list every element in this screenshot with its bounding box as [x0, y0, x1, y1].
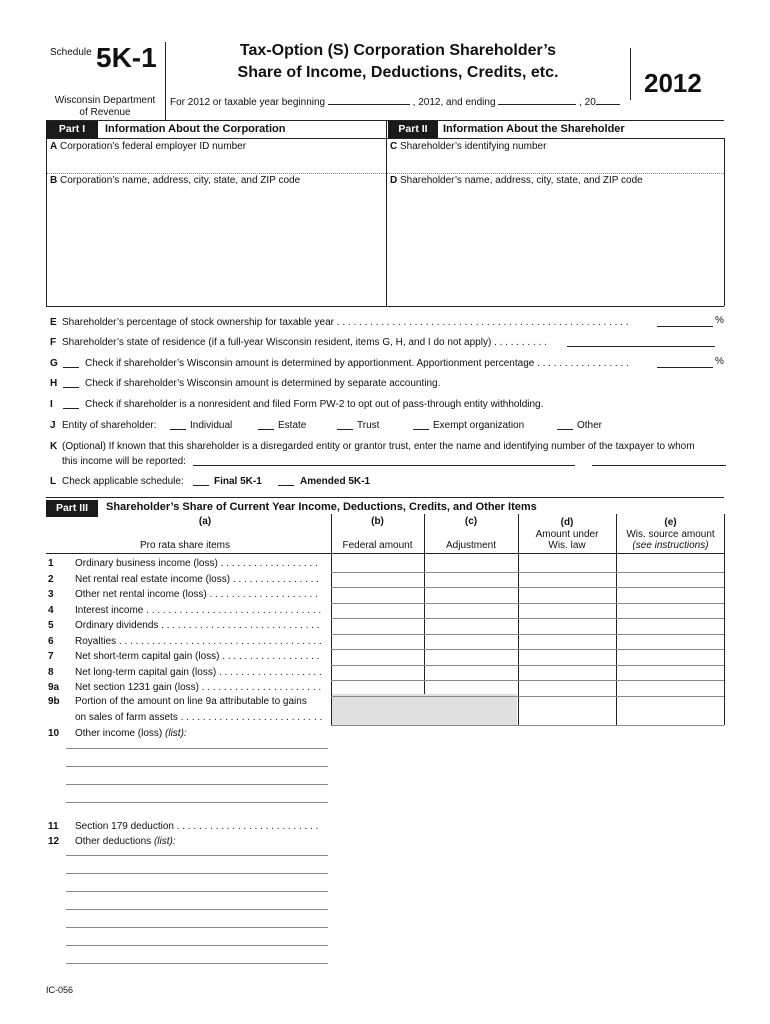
shareholder-address-input[interactable] — [388, 188, 722, 304]
form-code: IC-056 — [46, 985, 74, 995]
col-d-label2: Wis. law — [548, 540, 586, 551]
row-input-b[interactable] — [332, 573, 424, 587]
row-input-d[interactable] — [519, 681, 616, 695]
row-9b-input-d[interactable] — [519, 695, 615, 724]
row-input-c[interactable] — [425, 604, 518, 618]
row-input-e[interactable] — [617, 681, 724, 695]
apportionment-checkbox[interactable] — [63, 359, 79, 368]
row-number: 3 — [48, 589, 54, 600]
form-title-line1: Tax-Option (S) Corporation Shareholder’s — [239, 42, 557, 59]
row-input-c[interactable] — [425, 635, 518, 649]
ac-divider — [47, 173, 724, 174]
parts-top-border — [46, 120, 724, 121]
entity-individual-checkbox[interactable] — [170, 421, 186, 430]
row-10-line-2 — [66, 784, 328, 785]
entity-trust-label: Trust — [357, 420, 380, 431]
row-input-c[interactable] — [425, 619, 518, 633]
row-input-c[interactable] — [425, 650, 518, 664]
row-label: Ordinary business income (loss) . . . . . . . . . . . . . . . . . . — [75, 558, 318, 569]
field-c-text: Shareholder’s identifying number — [400, 141, 547, 152]
entity-other-label: Other — [577, 420, 603, 431]
part3-title: Shareholder’s Share of Current Year Income, Deductions, Credits, and Other Items — [106, 501, 537, 513]
row-input-c[interactable] — [425, 573, 518, 587]
field-a-label — [50, 141, 246, 152]
line-k-text2: this income will be reported: — [62, 456, 186, 467]
part1-badge: Part I — [46, 121, 98, 138]
corp-ein-input[interactable] — [48, 154, 384, 172]
row-input-c[interactable] — [425, 557, 518, 571]
header-divider-left — [165, 42, 166, 120]
field-d-letter: D — [390, 175, 398, 186]
amended-5k1-label: Amended 5K-1 — [300, 476, 371, 487]
field-c-label — [390, 141, 546, 152]
line-e-pct: % — [715, 315, 724, 326]
row-12-line-6 — [66, 963, 328, 964]
entity-other-checkbox[interactable] — [557, 421, 573, 430]
corp-address-input[interactable] — [48, 188, 384, 304]
row-9b-input-e[interactable] — [617, 695, 723, 724]
row-label: Net short-term capital gain (loss) . . . . . . . . . . . . . . . . . . — [75, 651, 320, 662]
tax-year: 2012 — [644, 68, 702, 98]
row-number: 5 — [48, 620, 54, 631]
disregarded-id-input[interactable] — [592, 457, 726, 466]
row-input-b[interactable] — [332, 666, 424, 680]
row-input-b[interactable] — [332, 604, 424, 618]
col-b-label: Federal amount — [342, 540, 413, 551]
box-left-border — [46, 138, 47, 306]
line-g-letter: G — [50, 358, 58, 369]
pw2-optout-checkbox[interactable] — [63, 400, 79, 409]
col-a-letter: (a) — [198, 516, 212, 527]
row-input-b[interactable] — [332, 619, 424, 633]
row-input-b[interactable] — [332, 635, 424, 649]
end-year-field[interactable] — [596, 96, 620, 105]
part1-title: Information About the Corporation — [105, 123, 286, 135]
row-12-line-5 — [66, 945, 328, 946]
parts-bottom-border — [46, 306, 724, 307]
ownership-pct-input[interactable] — [657, 318, 713, 327]
row-input-e[interactable] — [617, 650, 724, 664]
col-a-label: Pro rata share items — [139, 540, 231, 551]
dept-name — [46, 95, 164, 119]
line-k-letter: K — [50, 441, 58, 452]
schedule-label: Schedule — [50, 47, 92, 58]
row-input-c[interactable] — [425, 588, 518, 602]
row-9b-shaded — [332, 694, 517, 725]
shareholder-id-input[interactable] — [388, 154, 722, 172]
part2-badge: Part II — [388, 121, 438, 138]
row-input-b[interactable] — [332, 650, 424, 664]
separate-accounting-checkbox[interactable] — [63, 379, 79, 388]
field-a-text: Corporation’s federal employer ID number — [60, 141, 247, 152]
row-number: 4 — [48, 605, 54, 616]
row-input-d[interactable] — [519, 588, 616, 602]
row-label: Ordinary dividends . . . . . . . . . . . . . . . . . . . . . . . . . . . . . — [75, 620, 320, 631]
line-e-text: Shareholder’s percentage of stock ownership for taxable year . . . . . . . . . . . . . . . . . . . . . . . . . . . . . . . . . . . . . . . . . . . . . . . . . . . . . — [62, 317, 629, 328]
col-b-letter: (b) — [371, 516, 384, 527]
entity-estate-checkbox[interactable] — [258, 421, 274, 430]
field-c-letter: C — [390, 141, 398, 152]
row-label: Interest income . . . . . . . . . . . . . . . . . . . . . . . . . . . . . . . . — [75, 605, 322, 616]
state-residence-input[interactable] — [567, 338, 715, 347]
parts-header-bottom — [46, 138, 724, 139]
entity-estate-label: Estate — [278, 420, 307, 431]
line-l-text: Check applicable schedule: — [62, 476, 184, 487]
row-input-e[interactable] — [617, 635, 724, 649]
disregarded-name-input[interactable] — [193, 457, 575, 466]
col-d-label1: Amount under — [535, 529, 599, 540]
row-input-c[interactable] — [425, 681, 518, 695]
line-i-letter: I — [50, 399, 53, 410]
row-input-e[interactable] — [617, 604, 724, 618]
col-e-label1: Wis. source amount — [626, 529, 715, 540]
begin-date-field[interactable] — [328, 96, 410, 105]
box-mid-border — [386, 121, 387, 306]
row-input-d[interactable] — [519, 557, 616, 571]
row-input-b[interactable] — [332, 557, 424, 571]
row-number: 1 — [48, 558, 54, 569]
apportionment-pct-input[interactable] — [657, 359, 713, 368]
row-input-c[interactable] — [425, 666, 518, 680]
line-h-text: Check if shareholder’s Wisconsin amount is determined by separate accounting. — [85, 378, 441, 389]
row-input-d[interactable] — [519, 635, 616, 649]
row-input-d[interactable] — [519, 604, 616, 618]
row-input-d[interactable] — [519, 650, 616, 664]
field-d-text: Shareholder’s name, address, city, state, and ZIP code — [400, 175, 643, 186]
amended-5k1-checkbox[interactable] — [278, 477, 294, 486]
row-11-text: Section 179 deduction . . . . . . . . . . . . . . . . . . . . . . . . . . — [75, 821, 319, 832]
field-d-label — [390, 175, 643, 186]
row-number: 6 — [48, 636, 54, 647]
row-label: Net section 1231 gain (loss) . . . . . . . . . . . . . . . . . . . . . . — [75, 682, 322, 693]
form-number: 5K-1 — [96, 42, 157, 73]
row-input-e[interactable] — [617, 557, 724, 571]
part2-title: Information About the Shareholder — [443, 123, 625, 135]
col-c-label: Adjustment — [445, 540, 497, 551]
row-10-list: (list): — [165, 728, 187, 739]
row-12-label: Other deductions — [75, 836, 152, 847]
entity-individual-label: Individual — [190, 420, 233, 431]
row-10-line-0 — [66, 748, 328, 749]
col-e-label2: (see instructions) — [632, 540, 709, 551]
row-12-line-0 — [66, 855, 328, 856]
row-12-number: 12 — [48, 836, 60, 847]
row-12-line-4 — [66, 927, 328, 928]
line-j-letter: J — [50, 420, 56, 431]
row-12-line-3 — [66, 909, 328, 910]
row-12-list: (list): — [153, 836, 176, 847]
row-input-e[interactable] — [617, 573, 724, 587]
row-12-text — [75, 836, 325, 847]
final-5k1-checkbox[interactable] — [193, 477, 209, 486]
box-right-border — [724, 138, 725, 306]
entity-exempt-checkbox[interactable] — [413, 421, 429, 430]
row-9b-number: 9b — [48, 696, 60, 707]
row-label: Royalties . . . . . . . . . . . . . . . . . . . . . . . . . . . . . . . . . . . . . — [75, 636, 322, 647]
row-input-d[interactable] — [519, 573, 616, 587]
row-number: 8 — [48, 667, 54, 678]
field-b-text: Corporation’s name, address, city, state, and ZIP code — [60, 175, 301, 186]
line-k-text: (Optional) If known that this shareholder is a disregarded entity or grantor trust, enter the name and identifying number of the taxpayer to whom — [62, 441, 695, 452]
entity-trust-checkbox[interactable] — [337, 421, 353, 430]
period-prefix: For 2012 or taxable year beginning — [170, 97, 326, 108]
line-f-letter: F — [50, 337, 57, 348]
row-input-d[interactable] — [519, 666, 616, 680]
dept-line1: Wisconsin Department — [54, 95, 156, 106]
col-d-letter: (d) — [560, 517, 574, 528]
row-10-label: Other income (loss) — [75, 728, 163, 739]
row-10-line-3 — [66, 802, 328, 803]
row-9b-line — [331, 725, 724, 726]
line-j-text: Entity of shareholder: — [62, 420, 157, 431]
row-input-b[interactable] — [332, 588, 424, 602]
form-title-line2: Share of Income, Deductions, Credits, etc. — [237, 64, 559, 81]
row-label: Net rental real estate income (loss) . . . . . . . . . . . . . . . . — [75, 574, 319, 585]
entity-exempt-label: Exempt organization — [433, 420, 525, 431]
line-l-letter: L — [50, 476, 57, 487]
row-12-line-1 — [66, 873, 328, 874]
part3-badge: Part III — [46, 500, 98, 517]
row-input-e[interactable] — [617, 666, 724, 680]
row-input-d[interactable] — [519, 619, 616, 633]
line-e-letter: E — [50, 317, 57, 328]
col-right — [724, 514, 725, 725]
row-10-text — [75, 728, 325, 739]
end-date-field[interactable] — [498, 96, 576, 105]
col-header-bottom — [46, 553, 724, 554]
part3-top-border — [46, 497, 724, 498]
field-a-letter: A — [50, 141, 58, 152]
row-9b-text1: Portion of the amount on line 9a attributable to gains — [75, 696, 307, 707]
line-g-text: Check if shareholder’s Wisconsin amount is determined by apportionment. Apportionment percentage . . . . . . . . . . . . . . . . . — [85, 358, 629, 369]
line-g-pct: % — [715, 356, 724, 367]
col-c-letter: (c) — [464, 516, 478, 527]
header-divider-right — [630, 48, 631, 100]
row-label: Other net rental income (loss) . . . . . . . . . . . . . . . . . . . . — [75, 589, 318, 600]
row-number: 2 — [48, 574, 54, 585]
row-number: 9a — [48, 682, 60, 693]
field-b-label — [50, 175, 300, 186]
period-suffix: , 20 — [579, 97, 596, 108]
dept-line2: of Revenue — [79, 107, 131, 118]
field-b-letter: B — [50, 175, 58, 186]
row-label: Net long-term capital gain (loss) . . . . . . . . . . . . . . . . . . . — [75, 667, 322, 678]
row-input-e[interactable] — [617, 619, 724, 633]
row-input-b[interactable] — [332, 681, 424, 695]
row-10-line-1 — [66, 766, 328, 767]
row-9b-text2: on sales of farm assets . . . . . . . . . . . . . . . . . . . . . . . . . . — [75, 712, 323, 723]
col-e-letter: (e) — [664, 517, 677, 528]
row-10-number: 10 — [48, 728, 60, 739]
tax-period-line — [170, 96, 620, 108]
row-11-number: 11 — [48, 821, 59, 832]
row-12-line-2 — [66, 891, 328, 892]
final-5k1-label: Final 5K-1 — [214, 476, 262, 487]
line-f-text: Shareholder’s state of residence (if a full-year Wisconsin resident, items G, H, and I do not apply) . . . . . . . . . . — [62, 337, 547, 348]
row-number: 7 — [48, 651, 54, 662]
line-i-text: Check if shareholder is a nonresident and filed Form PW-2 to opt out of pass-through entity withholding. — [85, 399, 544, 410]
row-input-e[interactable] — [617, 588, 724, 602]
line-h-letter: H — [50, 378, 58, 389]
period-mid: , 2012, and ending — [412, 97, 496, 108]
